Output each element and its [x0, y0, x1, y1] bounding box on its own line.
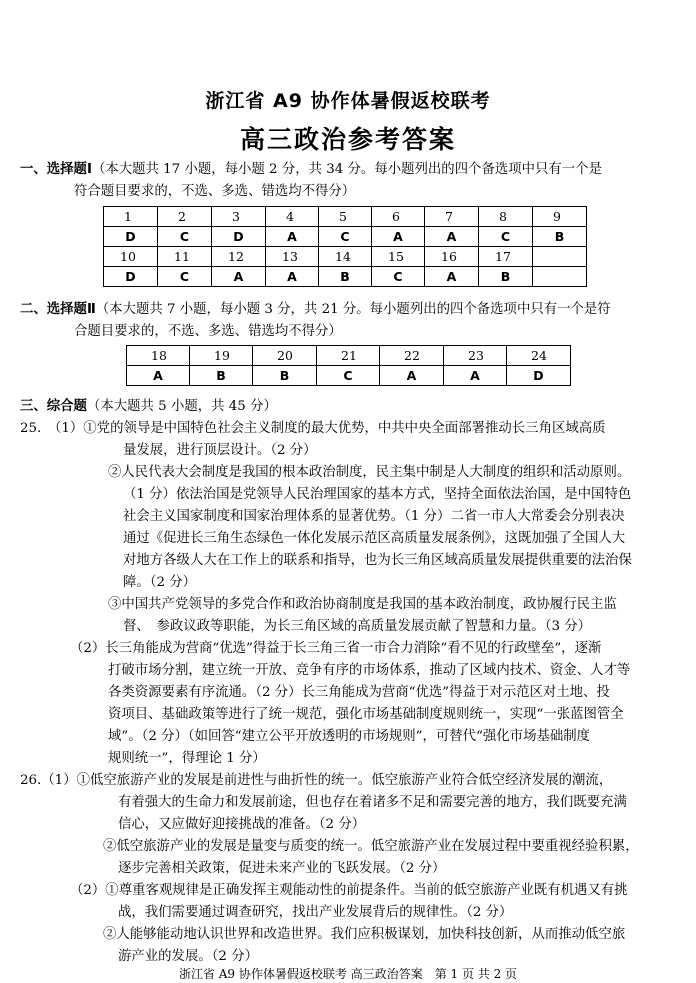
table-cell: 17	[479, 247, 533, 267]
table-cell: B	[190, 366, 253, 386]
answer-line: 25. （1）①党的领导是中国特色社会主义制度的最大优势，中共中央全面部署推动长三角区域高质	[20, 421, 606, 436]
table-row	[104, 207, 587, 227]
answer-line: （2）①尊重客观规律是正确发挥主观能动性的前提条件。当前的低空旅游产业既有机遇又有挑	[70, 883, 628, 898]
section2-desc-line1: （本大题共 7 小题，每小题 3 分，共 21 分。每小题列出的四个备选项中只有一个是符	[95, 302, 611, 317]
answer-line: 对地方各级人大在工作上的联系和指导，也为长三角区域高质量发展提供重要的法治保	[123, 553, 632, 568]
table-cell: D	[104, 267, 158, 287]
table-cell: 21	[317, 346, 380, 366]
section1-answer-table	[103, 206, 587, 287]
table-cell	[533, 247, 587, 267]
table-cell: C	[372, 267, 425, 287]
table-cell: 12	[212, 247, 266, 267]
section2-label: 二、选择题Ⅱ	[20, 302, 96, 317]
table-cell: A	[425, 267, 479, 287]
table-cell: B	[319, 267, 372, 287]
section3-label: 三、综合题	[20, 399, 87, 414]
answer-line: 游产业的发展。（2 分）	[118, 949, 258, 964]
answer-line: ②低空旅游产业的发展是量变与质变的统一。低空旅游产业在发展过程中要重视经验积累，	[103, 839, 639, 854]
table-cell: 19	[190, 346, 253, 366]
table-cell: 4	[266, 207, 319, 227]
table-cell: B	[533, 227, 587, 247]
section2-heading	[20, 299, 611, 321]
answer-line: 资项目、基础政策等进行了统一规范，强化市场基础制度规则统一，实现“一张蓝图管全	[108, 707, 624, 722]
table-cell: A	[212, 267, 266, 287]
section3-desc: （本大题共 5 小题，共 45 分）	[86, 399, 277, 414]
table-cell: 20	[253, 346, 317, 366]
answer-line: 逐步完善相关政策，促进未来产业的飞跃发展。（2 分）	[118, 861, 446, 876]
table-cell: 2	[158, 207, 212, 227]
table-cell: 5	[319, 207, 372, 227]
answer-line: 域”。（2 分）（如回答“建立公平开放透明的市场规则”，可替代“强化市场基础制度	[108, 729, 591, 744]
table-cell: 13	[266, 247, 319, 267]
table-cell: C	[317, 366, 380, 386]
table-cell: D	[507, 366, 571, 386]
table-cell: B	[253, 366, 317, 386]
table-row	[127, 366, 571, 386]
table-cell: 16	[425, 247, 479, 267]
answer-line: 信心，又应做好迎接挑战的准备。（2 分）	[118, 817, 366, 832]
table-cell: B	[479, 267, 533, 287]
answer-line: 有着强大的生命力和发展前途，但也存在着诸多不足和需要完善的地方，我们既要充满	[118, 795, 627, 810]
table-row	[104, 247, 587, 267]
table-cell: 23	[444, 346, 507, 366]
table-row	[127, 346, 571, 366]
table-cell: C	[158, 267, 212, 287]
page-footer: 浙江省 A9 协作体暑假返校联考 高三政治答案 第 1 页 共 2 页	[178, 967, 518, 981]
table-cell: 11	[158, 247, 212, 267]
exam-title: 浙江省 A9 协作体暑假返校联考	[205, 90, 491, 112]
table-cell: A	[372, 227, 425, 247]
table-cell: 22	[380, 346, 444, 366]
answer-line: 障。（2 分）	[123, 575, 197, 590]
section3-heading	[20, 396, 277, 418]
table-row	[104, 227, 587, 247]
answer-line: 打破市场分割，建立统一开放、竞争有序的市场体系，推动了区域内技术、资金、人才等	[108, 663, 631, 678]
answer-line: 规则统一”，得理论 1 分）	[108, 751, 266, 766]
table-cell: 10	[104, 247, 158, 267]
answer-line: （1 分）依法治国是党领导人民治理国家的基本方式，坚持全面依法治国，是中国特色	[123, 487, 632, 502]
answer-line: （2）长三角能成为营商“优选”得益于长三角三省一市合力消除“看不见的行政壁垒”，逐渐	[70, 641, 602, 656]
table-cell: 24	[507, 346, 571, 366]
section2-answer-table	[126, 345, 571, 386]
table-cell: 8	[479, 207, 533, 227]
table-cell: A	[127, 366, 190, 386]
table-cell: C	[319, 227, 372, 247]
answer-line: 26.（1）①低空旅游产业的发展是前进性与曲折性的统一。低空旅游产业符合低空经济发展的潮流，	[20, 773, 613, 788]
table-cell: 9	[533, 207, 587, 227]
table-cell: 15	[372, 247, 425, 267]
answer-line: ③中国共产党领导的多党合作和政治协商制度是我国的基本政治制度，政协履行民主监	[108, 597, 617, 612]
table-cell: 1	[104, 207, 158, 227]
answer-line: 督、 参政议政等职能，为长三角区域的高质量发展贡献了智慧和力量。（3 分）	[123, 619, 592, 634]
table-cell	[533, 267, 587, 287]
section1-label: 一、选择题Ⅰ	[20, 162, 92, 177]
table-cell: 7	[425, 207, 479, 227]
section1-desc-line2: 符合题目要求的，不选、多选、错选均不得分）	[74, 184, 356, 199]
table-cell: 6	[372, 207, 425, 227]
table-cell: 18	[127, 346, 190, 366]
table-cell: A	[266, 267, 319, 287]
section1-desc-line1: （本大题共 17 小题，每小题 2 分，共 34 分。每小题列出的四个备选项中只有一个是	[91, 162, 602, 177]
table-cell: C	[158, 227, 212, 247]
table-cell: A	[380, 366, 444, 386]
section2-desc-line2: 合题目要求的，不选、多选、错选均不得分）	[74, 324, 342, 339]
table-cell: A	[444, 366, 507, 386]
answer-line: 社会主义国家制度和国家治理体系的显著优势。（1 分）二省一市人大常委会分别表决	[123, 509, 625, 524]
answer-line: 量发展，进行顶层设计。（2 分）	[123, 443, 317, 458]
table-cell: A	[266, 227, 319, 247]
answer-line: 战，我们需要通过调查研究，找出产业发展背后的规律性。（2 分）	[118, 905, 513, 920]
page-title: 高三政治参考答案	[239, 125, 456, 154]
answer-line: 通过《促进长三角生态绿色一体化发展示范区高质量发展条例》，这既加强了全国人大	[123, 531, 626, 546]
table-row	[104, 267, 587, 287]
table-cell: 3	[212, 207, 266, 227]
answer-line: ②人民代表大会制度是我国的根本政治制度，民主集中制是人大制度的组织和活动原则。	[108, 465, 631, 480]
table-cell: 14	[319, 247, 372, 267]
answer-line: 各类资源要素有序流通。（2 分）长三角能成为营商“优选”得益于对示范区对土地、投	[108, 685, 610, 700]
table-cell: D	[212, 227, 266, 247]
table-cell: C	[479, 227, 533, 247]
answer-line: ②人能够能动地认识世界和改造世界。我们应积极谋划，加快科技创新，从而推动低空旅	[103, 927, 626, 942]
section1-heading	[20, 159, 602, 181]
table-cell: D	[104, 227, 158, 247]
table-cell: A	[425, 227, 479, 247]
